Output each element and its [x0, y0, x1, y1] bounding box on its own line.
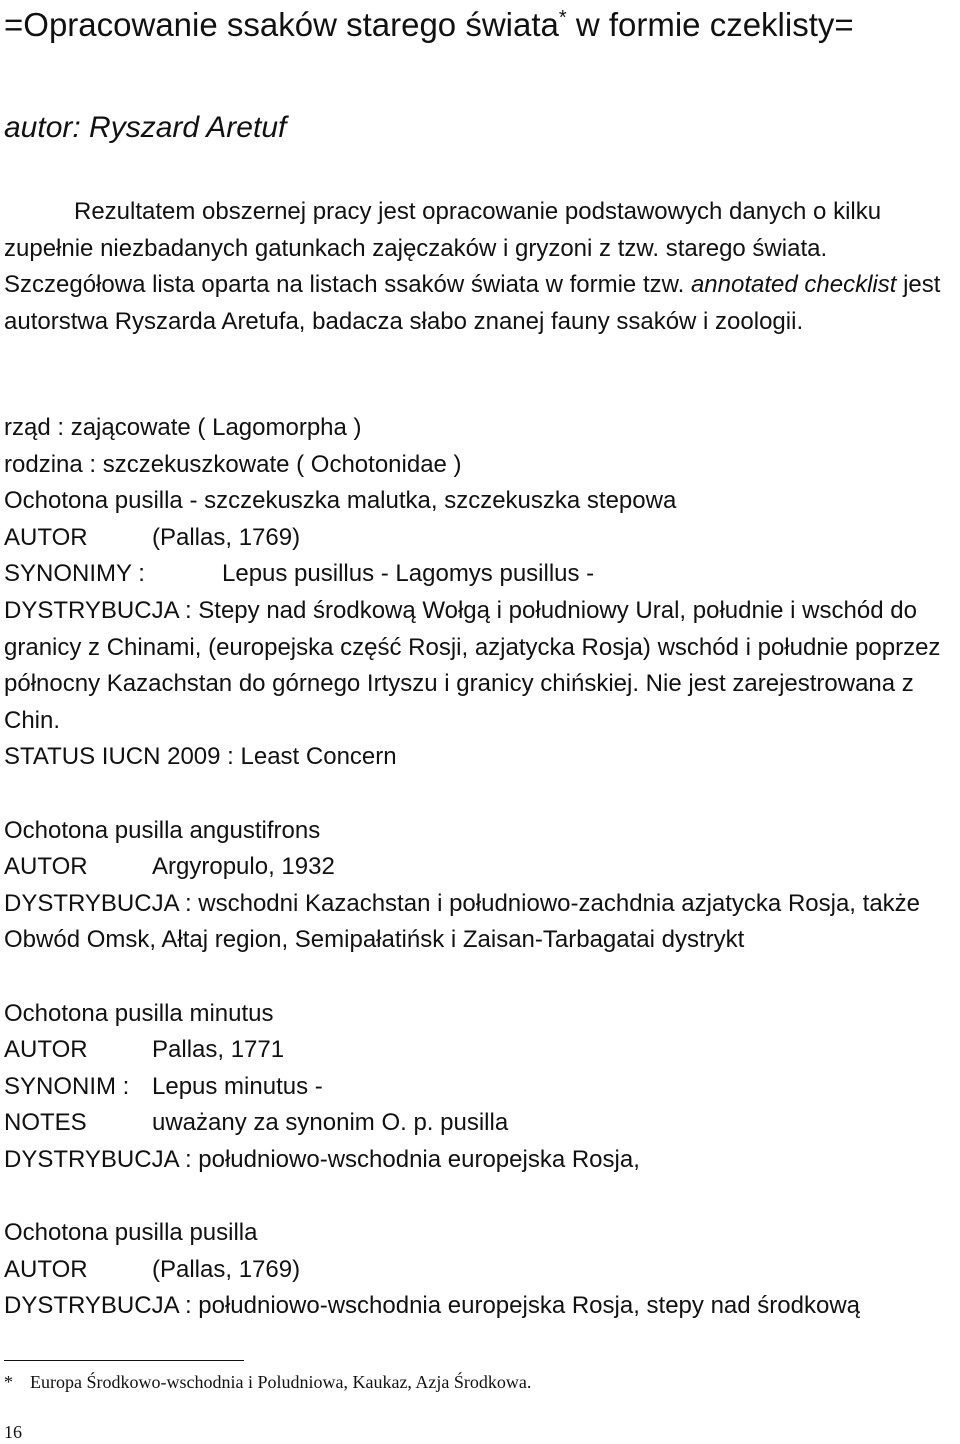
notes-value: uważany za synonim O. p. pusilla	[152, 1109, 509, 1137]
author-label: AUTOR	[4, 853, 88, 881]
synonym-row	[4, 556, 954, 593]
subspecies-name: Ochotona pusilla minutus	[4, 999, 274, 1027]
author-label: AUTOR	[4, 1255, 88, 1283]
author-value: Argyropulo, 1932	[152, 853, 335, 881]
synonym-value: Lepus minutus -	[152, 1072, 323, 1100]
synonym-value: Lepus pusillus - Lagomys pusillus -	[222, 560, 595, 588]
status-line: STATUS IUCN 2009 : Least Concern	[4, 743, 397, 771]
subspecies-name: Ochotona pusilla pusilla	[4, 1219, 258, 1247]
intro-paragraph	[4, 194, 944, 340]
subspecies-entry	[4, 996, 954, 1179]
footnote-text: Europa Środkowo-wschodnia i Poludniowa, Kaukaz, Azja Środkowa.	[30, 1372, 532, 1392]
distribution-text: DYSTRYBUCJA : południowo-wschodnia europejska Rosja,	[4, 1145, 640, 1173]
distribution-text: DYSTRYBUCJA : południowo-wschodnia europejska Rosja, stepy nad środkową	[4, 1292, 860, 1320]
author-value: Pallas, 1771	[152, 1036, 285, 1064]
distribution-text: DYSTRYBUCJA : Stepy nad środkową Wołgą i południowy Ural, południe i wschód do granicy z Chinami, (europejska część Rosji, azjatycka Rosja) wschód i południe poprzez północny Kazachstan do górnego Irtyszu i granicy chińskiej. Nie jest zarejestrowana z Chin.	[4, 596, 941, 734]
author-line: autor: Ryszard Aretuf	[4, 111, 287, 144]
title-text: =Opracowanie ssaków starego świata	[4, 6, 559, 43]
footnote	[4, 1370, 531, 1394]
intro-italic: annotated checklist	[690, 271, 897, 298]
order-line: rząd : zającowate ( Lagomorpha )	[4, 414, 362, 441]
page-title	[4, 4, 954, 46]
author-value: (Pallas, 1769)	[152, 523, 301, 551]
family-line: rodzina : szczekuszkowate ( Ochotonidae )	[4, 450, 462, 478]
notes-row	[4, 1105, 954, 1142]
title-text-rest: w formie czeklisty=	[566, 6, 854, 43]
synonym-row	[4, 1069, 954, 1106]
author-label: AUTOR	[4, 1036, 88, 1064]
species-name: Ochotona pusilla - szczekuszka malutka, szczekuszka stepowa	[4, 487, 677, 515]
footnote-divider	[4, 1360, 244, 1361]
author-row	[4, 1032, 954, 1069]
author-value: (Pallas, 1769)	[152, 1255, 301, 1283]
subspecies-entry	[4, 1215, 954, 1325]
species-entry	[4, 483, 954, 776]
intro-text-1: Rezultatem obszernej pracy jest opracowanie podstawowych danych o kilku zupełnie niezbadanych gatunkach zajęczaków i gryzoni z tzw. starego świata. Szczegółowa lista oparta na listach ssaków świata w formie tzw.	[4, 198, 882, 298]
page-number: 16	[4, 1422, 22, 1442]
synonym-label: SYNONIMY :	[4, 560, 145, 588]
subspecies-entry	[4, 813, 954, 959]
subspecies-name: Ochotona pusilla angustifrons	[4, 816, 321, 844]
notes-label: NOTES	[4, 1109, 87, 1137]
footnote-reference: *	[558, 7, 567, 29]
author-label: AUTOR	[4, 523, 88, 551]
checklist-body	[4, 410, 954, 1325]
footnote-mark: *	[4, 1372, 13, 1392]
intro-text-2: jest autorstwa Ryszarda Aretufa, badacza słabo znanej fauny ssaków i zoologii.	[4, 271, 941, 335]
synonym-label: SYNONIM :	[4, 1072, 130, 1100]
distribution-text: DYSTRYBUCJA : wschodni Kazachstan i południowo-zachdnia azjatycka Rosja, także Obwód Omsk, Ałtaj region, Semipałatińsk i Zaisan-Tarbagatai dystrykt	[4, 889, 921, 954]
author-row	[4, 1252, 954, 1289]
author-row	[4, 849, 954, 886]
author-row	[4, 520, 954, 557]
